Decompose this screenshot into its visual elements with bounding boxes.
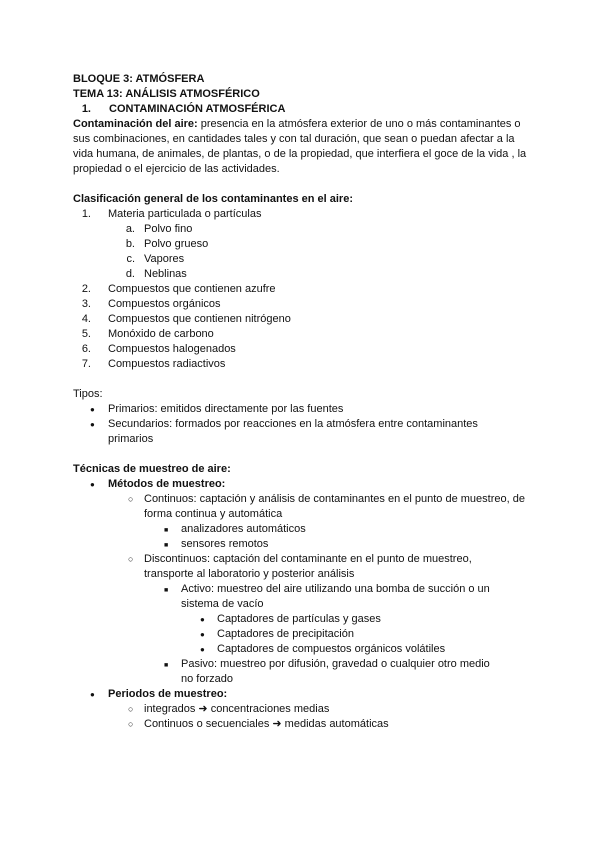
- list-number: 7.: [81, 358, 91, 370]
- section-number: 1.: [81, 103, 91, 115]
- bloque-title: BLOQUE 3: ATMÓSFERA: [73, 73, 205, 85]
- sublist-item-label: Vapores: [144, 253, 185, 265]
- bullet-item: [73, 612, 533, 627]
- bullet-item: [73, 537, 533, 552]
- list-item: [73, 282, 533, 297]
- list-number: 2.: [81, 283, 91, 295]
- bullet-dot-icon: [90, 417, 95, 432]
- activo-text: Activo: muestreo del aire utilizando una bomba de succión o un sistema de vacío: [181, 583, 490, 610]
- bullet-item: [73, 657, 533, 687]
- bullet-item: [73, 522, 533, 537]
- bullet-item: [73, 582, 533, 612]
- list-item: [73, 327, 533, 342]
- bullet-item: [73, 477, 533, 492]
- sublist-item-label: Polvo grueso: [144, 238, 209, 250]
- bullet-item: [73, 552, 533, 582]
- list-item-label: Materia particulada o partículas: [108, 208, 262, 220]
- pasivo-text: Pasivo: muestreo por difusión, gravedad o cualquier otro medio no forzado: [181, 658, 490, 685]
- continuos-text: Continuos: captación y análisis de contaminantes en el punto de muestreo, de forma continua y automática: [144, 493, 525, 520]
- sublist-letter: d.: [125, 268, 135, 280]
- tipos-item: Primarios: emitidos directamente por las fuentes: [108, 403, 344, 415]
- sublist-item: [73, 252, 533, 267]
- bullet-dot-icon: [200, 642, 205, 657]
- sublist-item-label: Neblinas: [144, 268, 187, 280]
- sublist-item-label: Polvo fino: [144, 223, 193, 235]
- list-item-label: Compuestos halogenados: [108, 343, 236, 355]
- tema-title: TEMA 13: ANÁLISIS ATMOSFÉRICO: [73, 88, 260, 100]
- bullet-square-icon: [164, 537, 168, 553]
- sublist-letter: b.: [125, 238, 135, 250]
- list-item-label: Compuestos que contienen azufre: [108, 283, 276, 295]
- bullet-dot-icon: [90, 687, 95, 702]
- bullet-item: [73, 717, 533, 732]
- bullet-item: [73, 687, 533, 702]
- periodos-item: integrados ➜ concentraciones medias: [144, 703, 330, 715]
- activo-item: Captadores de compuestos orgánicos volátiles: [217, 643, 446, 655]
- bullet-item: [73, 402, 533, 417]
- bullet-item: [73, 627, 533, 642]
- list-item-label: Compuestos orgánicos: [108, 298, 221, 310]
- tipos-heading: Tipos:: [73, 388, 103, 400]
- tecnicas-heading: Técnicas de muestreo de aire:: [73, 463, 231, 475]
- continuos-item: sensores remotos: [181, 538, 269, 550]
- bullet-dot-icon: [200, 612, 205, 627]
- sublist-item: [73, 222, 533, 237]
- list-number: 6.: [81, 343, 91, 355]
- list-item: [73, 312, 533, 327]
- definition-term: Contaminación del aire:: [73, 118, 198, 130]
- list-item: [73, 207, 533, 222]
- activo-item: Captadores de precipitación: [217, 628, 354, 640]
- list-item-label: Compuestos radiactivos: [108, 358, 226, 370]
- bullet-square-icon: [164, 657, 168, 673]
- list-item: [73, 297, 533, 312]
- sublist-item: [73, 237, 533, 252]
- bullet-dot-icon: [90, 477, 95, 492]
- activo-item: Captadores de partículas y gases: [217, 613, 381, 625]
- bullet-circle-icon: [128, 717, 133, 732]
- continuos-item: analizadores automáticos: [181, 523, 306, 535]
- bullet-item: [73, 492, 533, 522]
- list-item-label: Compuestos que contienen nitrógeno: [108, 313, 291, 325]
- discontinuos-text: Discontinuos: captación del contaminante en el punto de muestreo, transporte al laboratorio y posterior análisis: [144, 553, 472, 580]
- periodos-label: Periodos de muestreo:: [108, 688, 228, 700]
- bullet-circle-icon: [128, 492, 133, 507]
- bullet-item: [73, 417, 533, 447]
- bullet-item: [73, 642, 533, 657]
- bullet-square-icon: [164, 522, 168, 538]
- bullet-circle-icon: [128, 702, 133, 717]
- list-item-label: Monóxido de carbono: [108, 328, 214, 340]
- sublist-letter: c.: [126, 253, 135, 265]
- definition-text: presencia en la atmósfera exterior de uno o más contaminantes o sus combinaciones, en cantidades tales y con tal duración, que sean o puedan afectar a la vida humana, de animales, de plantas, o de la propiedad, que interfiera el goce de la vida , la propiedad o el ejercicio de las actividades.: [73, 118, 527, 175]
- bullet-dot-icon: [200, 627, 205, 642]
- metodos-label: Métodos de muestreo:: [108, 478, 226, 490]
- bullet-dot-icon: [90, 402, 95, 417]
- section-heading: [73, 102, 533, 117]
- definition-paragraph: [73, 117, 533, 177]
- list-item: [73, 357, 533, 372]
- list-number: 3.: [81, 298, 91, 310]
- sublist-item: [73, 267, 533, 282]
- tipos-item: Secundarios: formados por reacciones en la atmósfera entre contaminantes primarios: [108, 418, 478, 445]
- sublist-letter: a.: [125, 223, 135, 235]
- list-number: 1.: [81, 208, 91, 220]
- bullet-square-icon: [164, 582, 168, 598]
- list-item: [73, 342, 533, 357]
- periodos-item: Continuos o secuenciales ➜ medidas automáticas: [144, 718, 389, 730]
- classification-heading: Clasificación general de los contaminantes en el aire:: [73, 193, 353, 205]
- document-content: [73, 72, 533, 732]
- list-number: 5.: [81, 328, 91, 340]
- list-number: 4.: [81, 313, 91, 325]
- bullet-circle-icon: [128, 552, 133, 567]
- bullet-item: [73, 702, 533, 717]
- section-title: CONTAMINACIÓN ATMOSFÉRICA: [109, 103, 286, 115]
